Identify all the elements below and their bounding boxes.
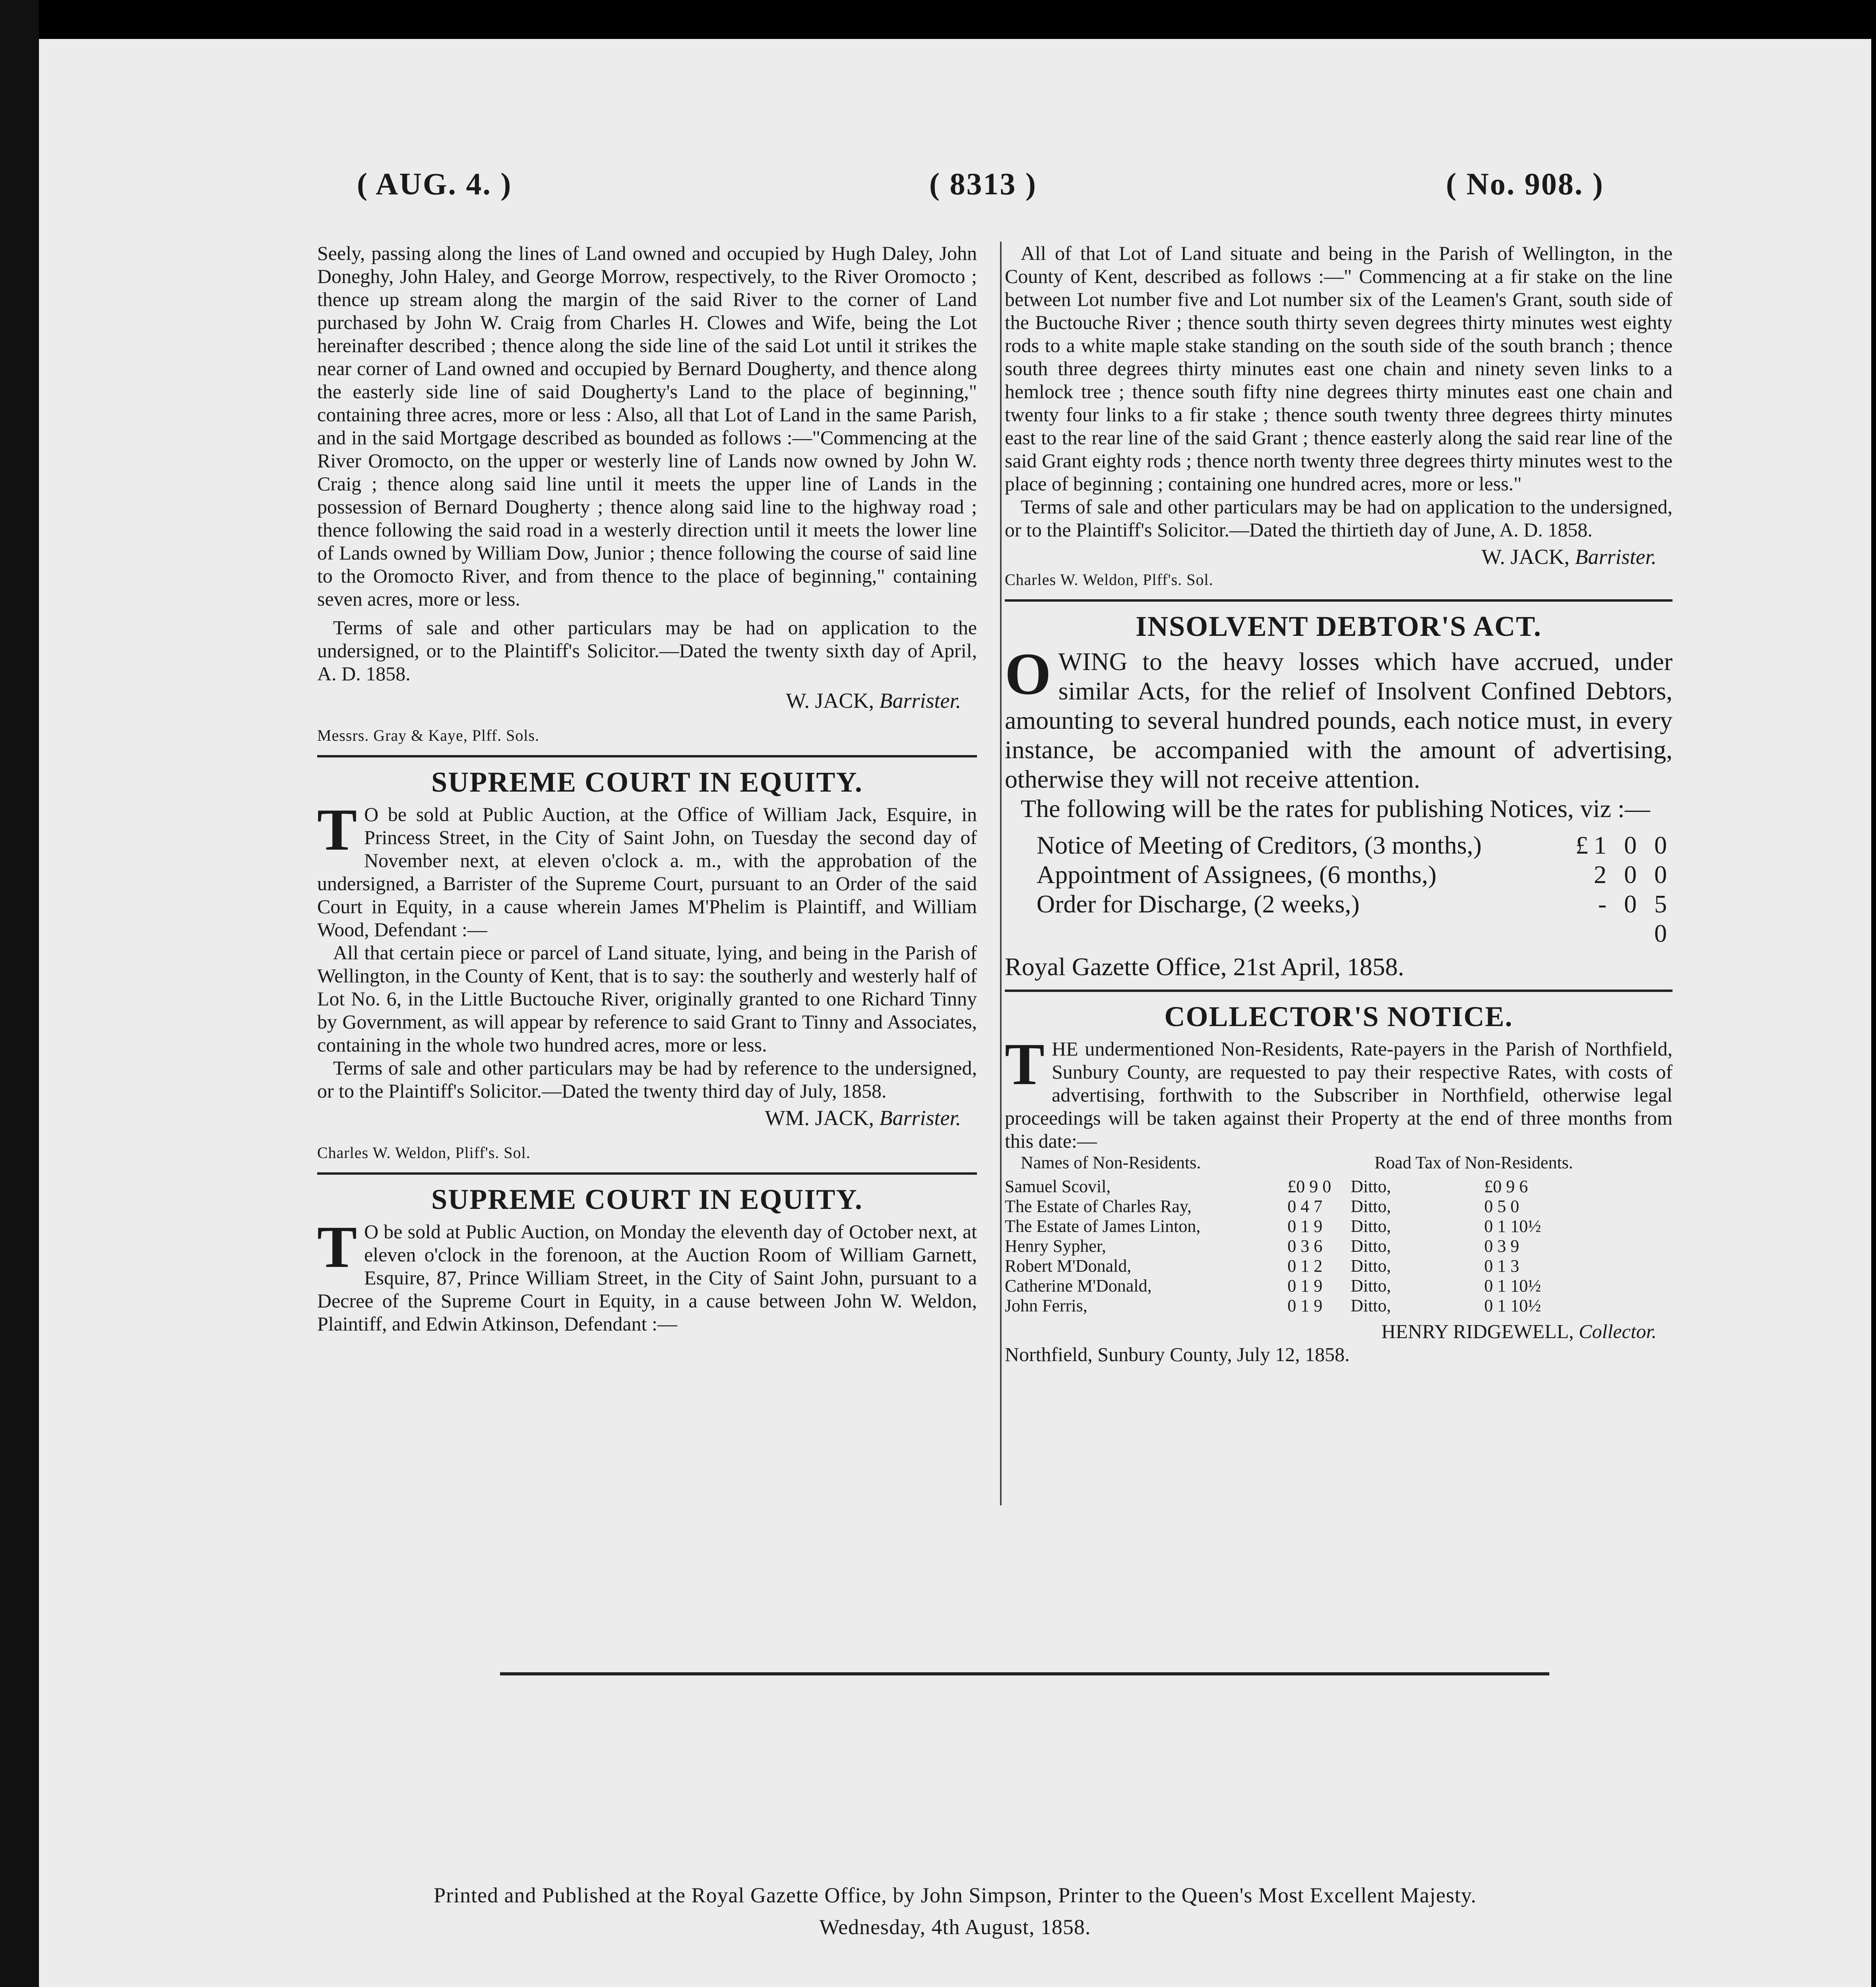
notice-body: [1005, 641, 1673, 794]
rate-row: [1037, 860, 1673, 889]
rate-value: - 0 5 0: [1598, 890, 1673, 947]
cell-ditto: Ditto,: [1351, 1177, 1391, 1196]
header-issue-number: ( No. 908. ): [1446, 167, 1604, 201]
cell-amount: 0 1 3: [1484, 1256, 1519, 1276]
rate-row: [1037, 831, 1673, 860]
drop-cap: T: [317, 1214, 357, 1280]
drop-cap: O: [1005, 641, 1051, 707]
notice-body-text: O be sold at Public Auction, on Monday the eleventh day of October next, at eleven o'clock in the forenoon, at the Auction Room of William Garnett, Esquire, 87, Prince William Street, in the City of Saint John, pursuant to a Decree of the Supreme Court in Equity, in a cause between John W. Weldon, Plaintiff, and Edwin Atkinson, Defendant :—: [317, 1220, 977, 1335]
cell-amount: 0 5 0: [1484, 1197, 1519, 1216]
cell-ditto: Ditto,: [1351, 1256, 1391, 1276]
tax-table: [1005, 1152, 1673, 1316]
cell-name: John Ferris,: [1005, 1296, 1087, 1315]
right-column: [1005, 242, 1673, 1366]
table-row: [1005, 1276, 1673, 1296]
cell-amount: 0 3 9: [1484, 1236, 1519, 1256]
notice-title: SUPREME COURT IN EQUITY.: [431, 1183, 863, 1215]
cell-name: The Estate of Charles Ray,: [1005, 1197, 1192, 1216]
rate-value: £1 0 0: [1576, 831, 1673, 859]
table-row: [1005, 1296, 1673, 1316]
drop-cap: T: [317, 797, 357, 863]
signature: [1005, 545, 1657, 568]
cell-name: Catherine M'Donald,: [1005, 1276, 1152, 1296]
rate-row: [1037, 889, 1673, 948]
cell-amount: £0 9 6: [1484, 1177, 1528, 1196]
cell-amount: 0 1 10½: [1484, 1296, 1541, 1315]
signature: [317, 689, 961, 712]
cell-amount: 0 1 9: [1287, 1216, 1323, 1236]
divider: [317, 755, 977, 757]
signature-name: HENRY RIDGEWELL,: [1381, 1320, 1574, 1342]
imprint-date: Wednesday, 4th August, 1858.: [819, 1915, 1091, 1939]
notice-body: [317, 1214, 977, 1335]
header-date: ( AUG. 4. ): [357, 167, 512, 201]
table-header: [1005, 1152, 1673, 1177]
cell-ditto: Ditto,: [1351, 1296, 1391, 1315]
signature-title: Barrister.: [879, 689, 961, 713]
table-row: [1005, 1256, 1673, 1276]
cell-ditto: Ditto,: [1351, 1276, 1391, 1296]
notice-body: [317, 797, 977, 941]
cell-amount: 0 1 2: [1287, 1256, 1323, 1276]
divider: [1005, 599, 1673, 602]
cell-amount: 0 3 6: [1287, 1236, 1323, 1256]
terms-text: Terms of sale and other particulars may be had by reference to the undersigned, or to the Plaintiff's Solicitor.—Dated the twenty third day of July, 1858.: [317, 1057, 977, 1102]
signature-title: Barrister.: [879, 1106, 961, 1130]
notice-title: COLLECTOR'S NOTICE.: [1164, 1001, 1513, 1032]
signature-title: Barrister.: [1575, 545, 1657, 569]
signature-name: W. JACK,: [786, 689, 874, 713]
continuation-text: Seely, passing along the lines of Land owned and occupied by Hugh Daley, John Doneghy, John Haley, and George Morrow, respectively, to the River Oromocto ; thence up stream along the margin of the said River to the corner of Land purchased by John W. Craig from Charles H. Clowes and Wife, being the Lot hereinafter described ; thence along the side line of the said Lot until it strikes the near corner of Land owned and occupied by Bernard Dougherty, and thence along the easterly side line of said Dougherty's Land to the place of beginning," containing three acres, more or less : Also, all that Lot of Land in the same Parish, and in the said Mortgage described as bounded as follows :—"Commencing at the River Oromocto, on the upper or westerly line of Lands now owned by John W. Craig ; thence along said line until it meets the upper line of Lands in the possession of Bernard Dougherty ; thence along said line to the highway road ; thence following the said road in a westerly direction until it meets the lower line of Lands owned by William Dow, Junior ; thence following the course of said line to the Oromocto River, and from thence to the place of beginning," containing seven acres, more or less.: [317, 242, 977, 610]
terms-text: Terms of sale and other particulars may be had on application to the undersigned, or to the Plaintiff's Solicitor.—Dated the twenty sixth day of April, A. D. 1858.: [317, 616, 977, 685]
notice-body-text: WING to the heavy losses which have accrued, under similar Acts, for the relief of Insolvent Confined Debtors, amounting to several hundred pounds, each notice must, in every instance, be accompanied with the amount of advertising, otherwise they will not receive attention.: [1005, 647, 1673, 793]
signature-name: WM. JACK,: [765, 1106, 874, 1130]
cell-name: Henry Sypher,: [1005, 1236, 1106, 1256]
solicitor-line: Charles W. Weldon, Plff's. Sol.: [1005, 571, 1213, 589]
signature-name: W. JACK,: [1481, 545, 1570, 569]
signature: [1005, 1320, 1657, 1343]
land-description: All of that Lot of Land situate and being in the Parish of Wellington, in the County of Kent, described as follows :—" Commencing at a fir stake on the line between Lot number five and Lot number six of the Leamen's Grant, south side of the Buctouche River ; thence south thirty seven degrees thirty minutes west eighty rods to a white maple stake standing on the south side of the south branch ; thence south three degrees thirty minutes east one chain and ninety seven links to a hemlock tree ; thence south fifty nine degrees thirty minutes east one chain and twenty four links to a fir stake ; thence south twenty three degrees thirty minutes east to the rear line of the said Grant ; thence easterly along the said rear line of the said Grant eighty rods ; thence north twenty three degrees thirty minutes west to the place of beginning ; containing one hundred acres, more or less.": [1005, 242, 1673, 495]
cell-name: Robert M'Donald,: [1005, 1256, 1132, 1276]
land-description: All that certain piece or parcel of Land situate, lying, and being in the Parish of Wellington, in the County of Kent, that is to say: the southerly and westerly half of Lot No. 6, in the Little Buctouche River, originally granted to one Richard Tinny by Government, as will appear by reference to said Grant to Tinny and Associates, containing in the whole two hundred acres, more or less.: [317, 941, 977, 1056]
cell-name: The Estate of James Linton,: [1005, 1216, 1201, 1236]
cell-amount: 0 1 10½: [1484, 1216, 1541, 1236]
drop-cap: T: [1005, 1031, 1045, 1097]
column-separator: [1000, 242, 1002, 1505]
rate-label: Order for Discharge, (2 weeks,): [1037, 890, 1360, 918]
rate-label: Appointment of Assignees, (6 months,): [1037, 860, 1437, 889]
footer-rule: [500, 1672, 1549, 1675]
page-header: [39, 166, 1871, 222]
divider: [317, 1172, 977, 1175]
rate-value: 2 0 0: [1594, 860, 1673, 889]
cell-ditto: Ditto,: [1351, 1197, 1391, 1216]
office-line: Royal Gazette Office, 21st April, 1858.: [1005, 953, 1404, 981]
column-header-tax: Road Tax of Non-Residents.: [1374, 1153, 1573, 1172]
column-header-names: Names of Non-Residents.: [1021, 1153, 1201, 1172]
newspaper-page: [39, 39, 1871, 1987]
page-edge-left: [0, 0, 39, 1987]
header-page-number: ( 8313 ): [929, 167, 1037, 201]
table-row: [1005, 1197, 1673, 1216]
cell-amount: 0 4 7: [1287, 1197, 1323, 1216]
table-row: [1005, 1216, 1673, 1236]
notice-title: INSOLVENT DEBTOR'S ACT.: [1136, 610, 1542, 642]
left-column: [317, 242, 977, 1335]
solicitor-line: Charles W. Weldon, Pliff's. Sol.: [317, 1144, 531, 1162]
cell-name: Samuel Scovil,: [1005, 1177, 1111, 1196]
cell-amount: £0 9 0: [1287, 1177, 1331, 1196]
notice-title: SUPREME COURT IN EQUITY.: [431, 766, 863, 798]
notice-body-text: HE undermentioned Non-Residents, Rate-payers in the Parish of Northfield, Sunbury County, are requested to pay their respective Rates, with costs of advertising, forthwith to the Subscriber in Northfield, otherwise legal proceedings will be taken against their Property at the end of three months from this date:—: [1005, 1038, 1673, 1152]
cell-amount: 0 1 9: [1287, 1276, 1323, 1296]
table-row: [1005, 1177, 1673, 1197]
place-line: Northfield, Sunbury County, July 12, 1858.: [1005, 1343, 1350, 1365]
rates-intro: The following will be the rates for publishing Notices, viz :—: [1021, 794, 1650, 823]
notice-body-text: O be sold at Public Auction, at the Office of William Jack, Esquire, in Princess Street, in the City of Saint John, on Tuesday the second day of November next, at eleven o'clock a. m., with the approbation of the undersigned, a Barrister of the Supreme Court, pursuant to an Order of the said Court in Equity, in a cause wherein James M'Phelim is Plaintiff, and William Wood, Defendant :—: [317, 803, 977, 941]
cell-amount: 0 1 9: [1287, 1296, 1323, 1315]
cell-ditto: Ditto,: [1351, 1216, 1391, 1236]
signature: [317, 1106, 961, 1129]
divider: [1005, 990, 1673, 992]
solicitor-line: Messrs. Gray & Kaye, Plff. Sols.: [317, 726, 540, 744]
table-row: [1005, 1236, 1673, 1256]
signature-title: Collector.: [1579, 1320, 1657, 1342]
imprint-line: Printed and Published at the Royal Gazette Office, by John Simpson, Printer to the Queen's Most Excellent Majesty.: [434, 1883, 1477, 1907]
rates-list: [1037, 831, 1673, 948]
notice-body: [1005, 1031, 1673, 1152]
terms-text: Terms of sale and other particulars may be had on application to the undersigned, or to the Plaintiff's Solicitor.—Dated the thirtieth day of June, A. D. 1858.: [1005, 496, 1673, 541]
rate-label: Notice of Meeting of Creditors, (3 months,): [1037, 831, 1482, 859]
cell-ditto: Ditto,: [1351, 1236, 1391, 1256]
cell-amount: 0 1 10½: [1484, 1276, 1541, 1296]
